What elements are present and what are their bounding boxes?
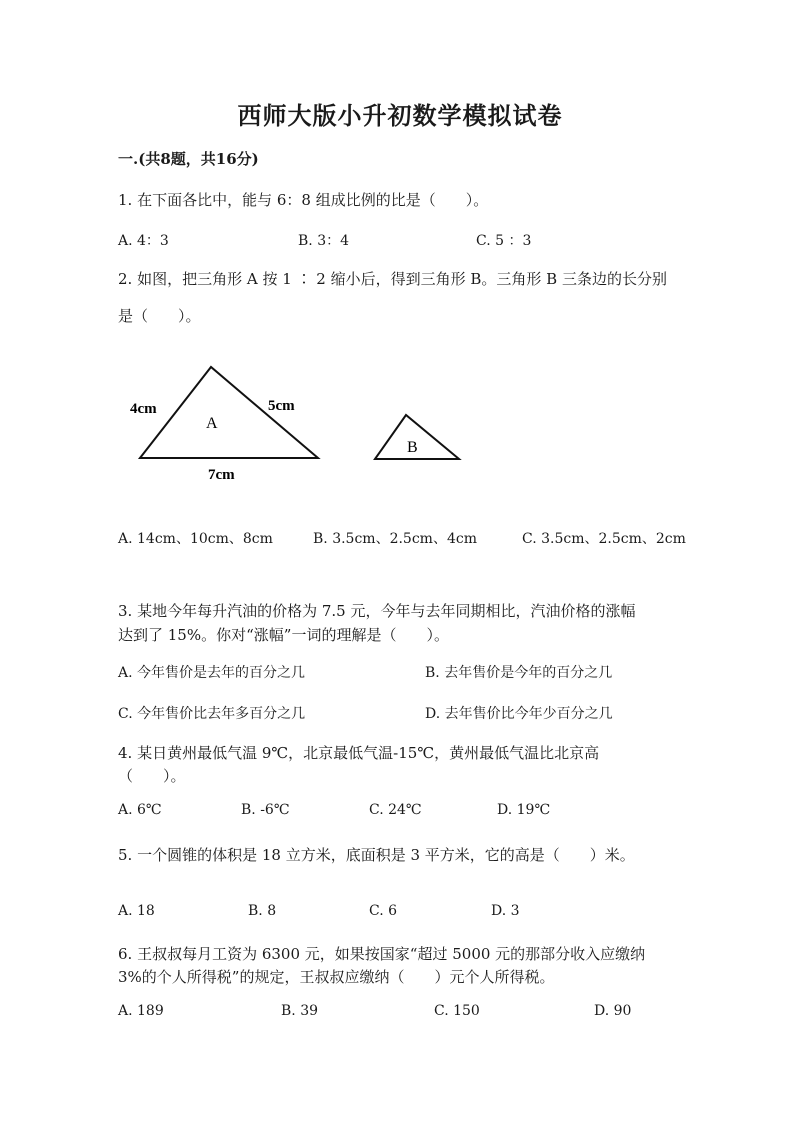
q3-option-c[interactable]: C. 今年售价比去年多百分之几	[118, 706, 306, 722]
question-6-stem-line-2: 3%的个人所得税”的规定，王叔叔应缴纳（ ）元个人所得税。	[118, 968, 555, 986]
side-right-label: 5cm	[268, 398, 295, 414]
side-left-label: 4cm	[130, 401, 157, 417]
question-5-stem: 5. 一个圆锥的体积是 18 立方米，底面积是 3 平方米，它的高是（ ）米。	[118, 846, 635, 864]
q3-option-a[interactable]: A. 今年售价是去年的百分之几	[118, 665, 306, 681]
triangle-a-label: A	[206, 415, 218, 432]
q1-option-c[interactable]: C. 5 ：3	[476, 233, 532, 249]
q6-option-c[interactable]: C. 150	[434, 1003, 480, 1019]
q6-option-d[interactable]: D. 90	[594, 1003, 632, 1019]
question-4-stem-line-2: （ ）。	[118, 767, 186, 785]
q3-option-b[interactable]: B. 去年售价是今年的百分之几	[425, 665, 613, 681]
q6-option-a[interactable]: A. 189	[118, 1003, 164, 1019]
triangle-b-label: B	[407, 439, 418, 456]
q2-option-a[interactable]: A. 14cm、10cm、8cm	[118, 531, 273, 547]
question-3-stem-line-1: 3. 某地今年每升汽油的价格为 7.5 元，今年与去年同期相比，汽油价格的涨幅	[118, 602, 636, 620]
question-6-stem-line-1: 6. 王叔叔每月工资为 6300 元，如果按国家“超过 5000 元的那部分收入应缴纳	[118, 945, 646, 963]
page-title: 西师大版小升初数学模拟试卷	[237, 101, 563, 130]
q4-option-c[interactable]: C. 24℃	[369, 802, 422, 818]
q4-option-a[interactable]: A. 6℃	[118, 802, 162, 818]
q5-option-a[interactable]: A. 18	[118, 903, 155, 919]
q3-option-d[interactable]: D. 去年售价比今年少百分之几	[425, 706, 613, 722]
question-2-stem-line-2: 是（ ）。	[118, 307, 201, 325]
q1-option-b[interactable]: B. 3：4	[298, 233, 350, 249]
q4-option-d[interactable]: D. 19℃	[497, 802, 551, 818]
q5-option-b[interactable]: B. 8	[248, 903, 277, 919]
question-1-stem: 1. 在下面各比中，能与 6：8 组成比例的比是（ ）。	[118, 191, 489, 209]
q5-option-c[interactable]: C. 6	[369, 903, 398, 919]
question-4-stem-line-1: 4. 某日黄州最低气温 9℃，北京最低气温-15℃，黄州最低气温比北京高	[118, 744, 600, 762]
triangle-figure	[118, 355, 478, 490]
q4-option-b[interactable]: B. -6℃	[241, 802, 290, 818]
q2-option-c[interactable]: C. 3.5cm、2.5cm、2cm	[522, 531, 686, 547]
q2-option-b[interactable]: B. 3.5cm、2.5cm、4cm	[313, 531, 477, 547]
q6-option-b[interactable]: B. 39	[281, 1003, 319, 1019]
question-2-stem-line-1: 2. 如图，把三角形 A 按 1 ∶ 2 缩小后，得到三角形 B。三角形 B 三条边的长分别	[118, 270, 667, 288]
section-heading: 一.(共8题，共16分)	[118, 150, 259, 168]
q5-option-d[interactable]: D. 3	[491, 903, 520, 919]
side-bottom-label: 7cm	[208, 467, 235, 483]
question-3-stem-line-2: 达到了 15%。你对“涨幅”一词的理解是（ ）。	[118, 626, 449, 644]
q1-option-a[interactable]: A. 4：3	[118, 233, 169, 249]
